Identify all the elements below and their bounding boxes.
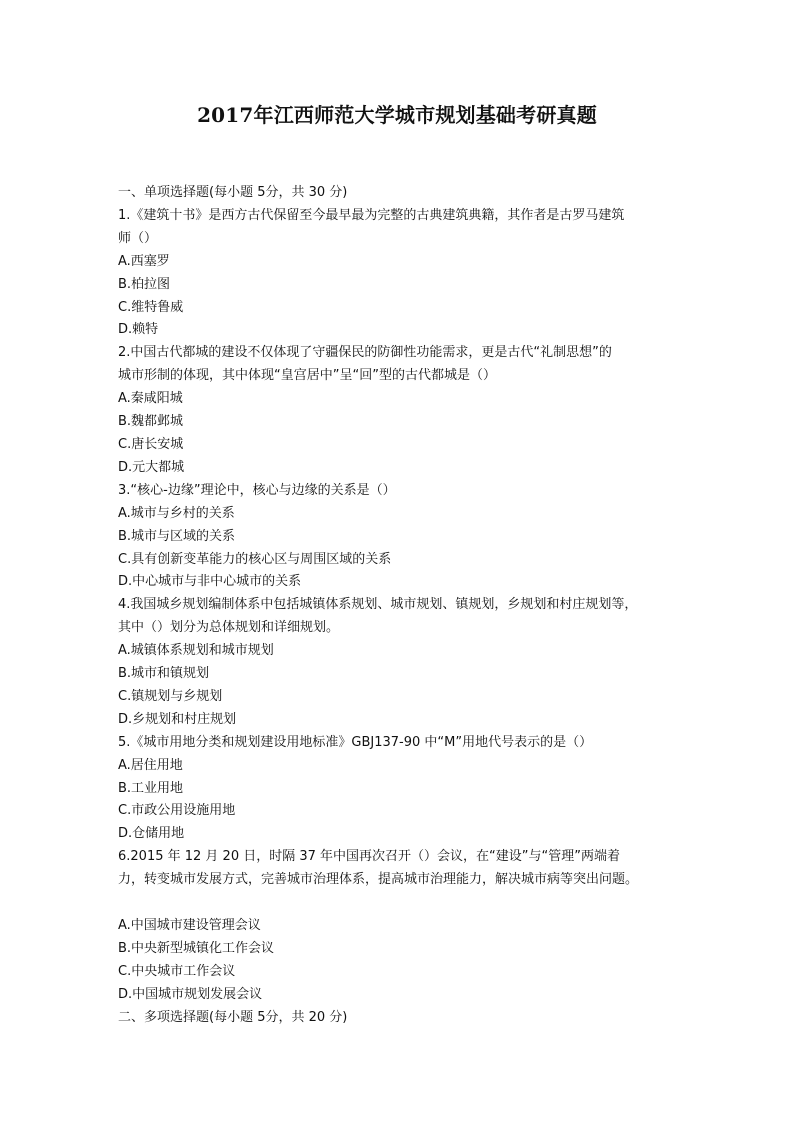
question-text-line: 其中（）划分为总体规划和详细规划。 [118,620,340,636]
question-6 [118,846,686,1006]
question-text-line: 2.中国古代都城的建设不仅体现了守疆保民的防御性功能需求，更是古代“礼制思想”的 [118,345,612,361]
answer-option: D.中心城市与非中心城市的关系 [118,574,302,590]
answer-option: A.秦咸阳城 [118,391,183,407]
answer-option: B.城市与区域的关系 [118,528,236,544]
question-2 [118,342,686,479]
answer-option: D.赖特 [118,322,159,338]
question-text-line: 3.“核心-边缘”理论中，核心与边缘的关系是（） [118,482,396,498]
answer-option: C.中央城市工作会议 [118,963,236,979]
answer-option: D.元大都城 [118,459,185,475]
question-text-line: 力，转变城市发展方式，完善城市治理体系，提高城市治理能力，解决城市病等突出问题。 [118,872,639,888]
question-1 [118,205,686,342]
answer-option: D.中国城市规划发展会议 [118,986,263,1002]
answer-option: C.唐长安城 [118,436,184,452]
question-text-line: 1.《建筑十书》是西方古代保留至今最早最为完整的古典建筑典籍，其作者是古罗马建筑 [118,207,625,223]
page-title: 2017年江西师范大学城市规划基础考研真题 [197,103,597,127]
answer-option: B.柏拉图 [118,276,171,292]
answer-option: B.工业用地 [118,780,184,796]
exam-content [118,182,686,1030]
question-text-line: 5.《城市用地分类和规划建设用地标准》GBJ137-90 中“M”用地代号表示的是（） [118,734,593,750]
question-4 [118,594,686,731]
answer-option: B.中央新型城镇化工作会议 [118,940,275,956]
answer-option: A.城市与乡村的关系 [118,505,235,521]
answer-option: D.乡规划和村庄规划 [118,711,237,727]
answer-option: A.中国城市建设管理会议 [118,917,261,933]
answer-option: B.魏都邺城 [118,414,184,430]
answer-option: A.城镇体系规划和城市规划 [118,643,274,659]
question-text-line: 4.我国城乡规划编制体系中包括城镇体系规划、城市规划、镇规划，乡规划和村庄规划等， [118,597,638,613]
question-3 [118,480,686,595]
answer-option: C.市政公用设施用地 [118,803,236,819]
section-heading-multiple-choice: 二、多项选择题(每小题 5分，共 20 分) [118,1009,348,1025]
section-heading-single-choice: 一、单项选择题(每小题 5分，共 30 分) [118,185,348,200]
answer-option: C.维特鲁威 [118,299,184,315]
question-5 [118,732,686,847]
answer-option: A.居住用地 [118,757,183,773]
question-text-line: 6.2015 年 12 月 20 日，时隔 37 年中国再次召开（）会议，在“建设”与“管理”两端着 [118,849,620,865]
answer-option: B.城市和镇规划 [118,666,210,682]
answer-option: A.西塞罗 [118,253,170,269]
answer-option: C.具有创新变革能力的核心区与周围区域的关系 [118,551,392,567]
blank-line-spacer [118,892,686,915]
question-text-line: 师（） [118,230,158,246]
question-text-line: 城市形制的体现，其中体现“皇宫居中”呈“回”型的古代都城是（） [118,368,496,384]
answer-option: D.仓储用地 [118,826,185,842]
answer-option: C.镇规划与乡规划 [118,688,223,704]
